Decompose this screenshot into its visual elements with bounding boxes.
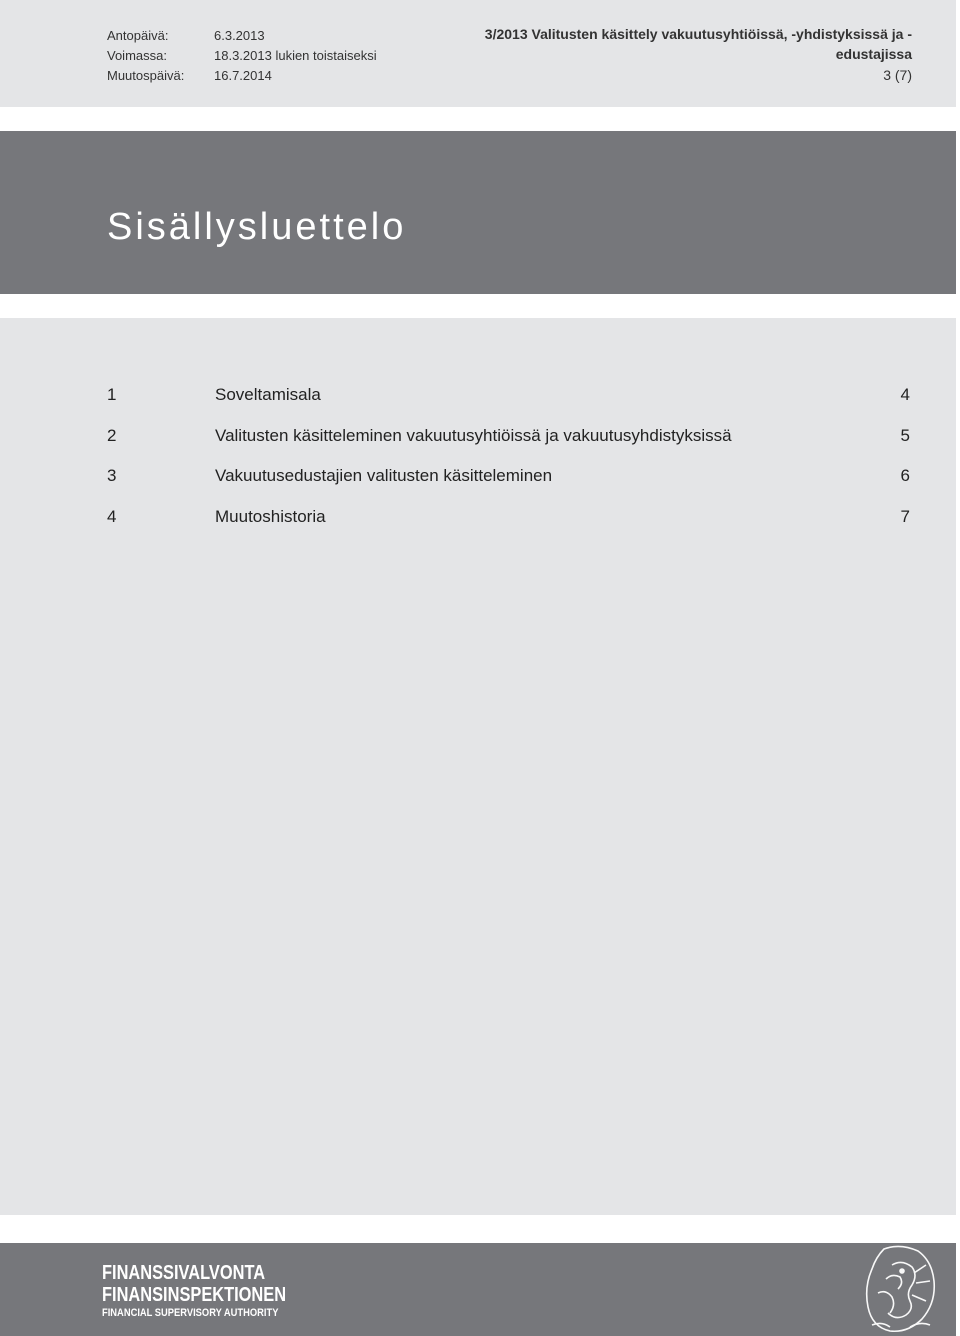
- toc-entry[interactable]: [107, 505, 910, 529]
- meta-label: Muutospäivä:: [107, 68, 185, 83]
- toc-page: 5: [900, 426, 910, 445]
- toc-page: 4: [900, 385, 910, 404]
- toc-entry[interactable]: [107, 464, 910, 488]
- logo-name-en: FINANCIAL SUPERVISORY AUTHORITY: [102, 1307, 279, 1319]
- content-area: [0, 318, 956, 1215]
- toc-title: Vakuutusedustajien valitusten käsitteleminen: [215, 466, 553, 485]
- toc-number: 3: [107, 466, 117, 485]
- meta-valid: [107, 48, 377, 63]
- toc-title: Muutoshistoria: [215, 507, 326, 526]
- meta-label: Antopäivä:: [107, 28, 169, 43]
- toc-number: 1: [107, 385, 117, 404]
- meta-value: 6.3.2013: [214, 28, 265, 43]
- organization-logo: [102, 1262, 326, 1320]
- logo-name-fi: FINANSSIVALVONTA: [102, 1262, 266, 1284]
- toc-title: Valitusten käsitteleminen vakuutusyhtiöissä ja vakuutusyhdistyksissä: [215, 426, 732, 445]
- toc-page: 7: [900, 507, 910, 526]
- document-title: 3/2013 Valitusten käsittely vakuutusyhtiöissä, -yhdistyksissä ja -edustajissa: [484, 26, 912, 62]
- page-number: 3 (7): [883, 67, 912, 83]
- meta-modified: [107, 68, 272, 83]
- meta-issue-date: [107, 28, 265, 43]
- toc-number: 2: [107, 426, 117, 445]
- toc-entry[interactable]: [107, 383, 910, 407]
- section-title: Sisällysluettelo: [107, 206, 407, 248]
- meta-label: Voimassa:: [107, 48, 167, 63]
- lion-crest-icon: [862, 1243, 938, 1336]
- logo-name-sv: FINANSINSPEKTIONEN: [102, 1284, 287, 1306]
- meta-value: 18.3.2013 lukien toistaiseksi: [214, 48, 377, 63]
- toc-entry[interactable]: [107, 424, 910, 448]
- toc-title: Soveltamisala: [215, 385, 321, 404]
- toc-number: 4: [107, 507, 117, 526]
- meta-value: 16.7.2014: [214, 68, 272, 83]
- toc-page: 6: [900, 466, 910, 485]
